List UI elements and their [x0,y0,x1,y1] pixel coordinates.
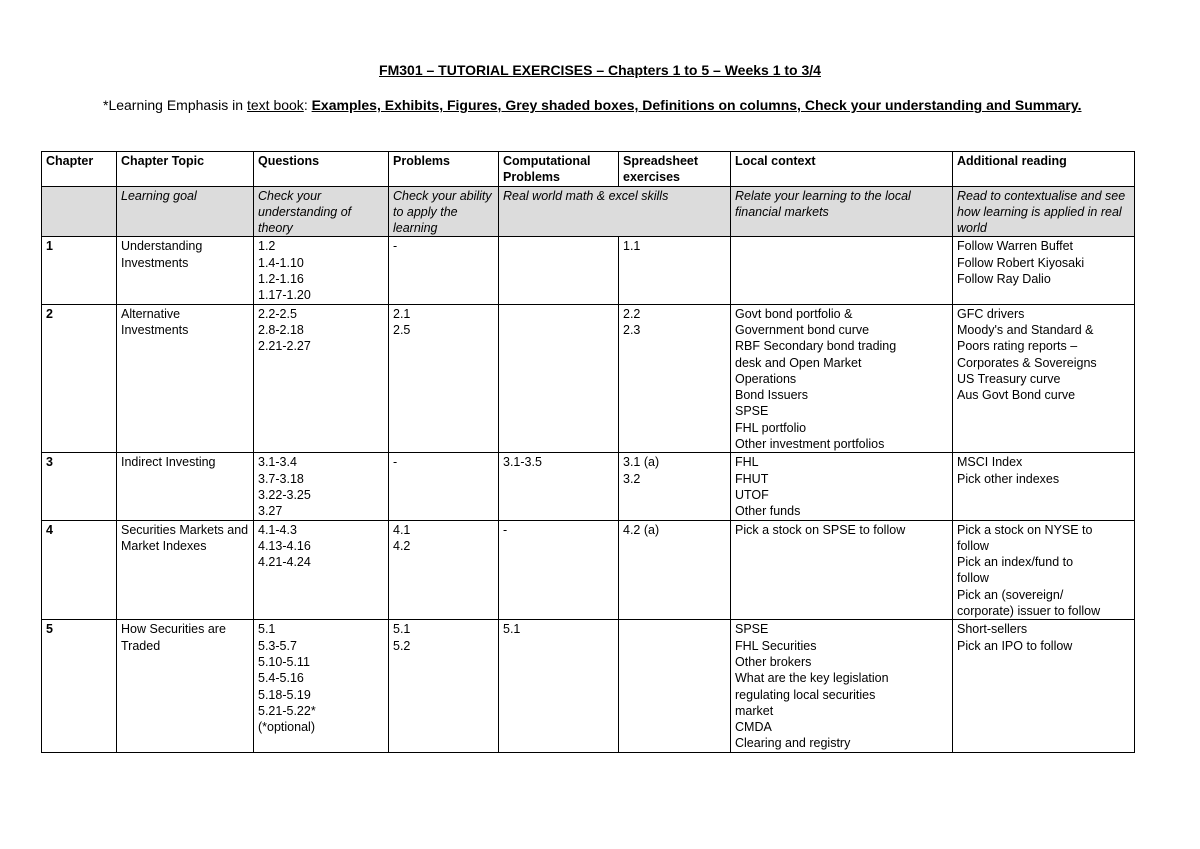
chapter-number-text: 1 [46,239,53,254]
chapter-number [42,237,117,304]
chapter-number-text: 2 [46,306,53,321]
problems-cell [389,620,499,752]
emphasis-items: Examples, Exhibits, Figures, Grey shaded boxes, Definitions on columns, Check your understanding and Summary. [311,97,1082,113]
chapter-topic-text: How Securities are Traded [121,622,226,653]
cell-line: 5.18-5.19 [258,687,311,702]
chapter-topic [117,520,254,620]
table-row [42,237,1135,304]
problems-cell [389,520,499,620]
chapter-topic-text: Understanding Investments [121,239,203,270]
cell-line: US Treasury curve [957,371,1061,386]
cell-line: 5.3-5.7 [258,638,297,653]
spreadsheet-cell [619,620,731,752]
computational-cell [499,304,619,453]
cell-line: 2.2 [623,306,641,321]
cell-line: 4.2 (a) [623,522,660,537]
cell-line: - [393,455,398,470]
chapter-number [42,304,117,453]
local-context-cell [731,237,953,304]
cell-line: 3.1 (a) [623,455,660,470]
questions-cell [254,620,389,752]
cell-line: 4.2 [393,538,411,553]
computational-cell [499,520,619,620]
header-additional-reading: Additional reading [953,152,1135,187]
local-context-cell [731,620,953,752]
tutorial-table [41,151,1135,753]
chapter-number [42,620,117,752]
cell-line: 5.1 [393,622,411,637]
header-computational-problems: Computational Problems [499,152,619,187]
cell-line: Other investment portfolios [735,437,885,452]
cell-line: 4.1 [393,522,411,537]
cell-line: 5.21-5.22* [258,703,316,718]
additional-reading-cell [953,237,1135,304]
cell-line: SPSE [735,404,769,419]
chapter-topic-text: Securities Markets and Market Indexes [121,522,249,553]
cell-line: 2.5 [393,322,411,337]
cell-line: 1.17-1.20 [258,288,311,303]
cell-line: Govt bond portfolio & [735,306,853,321]
problems-cell [389,453,499,520]
header-questions: Questions [254,152,389,187]
cell-line: 4.21-4.24 [258,555,311,570]
page-title: FM301 – TUTORIAL EXERCISES – Chapters 1 to 5 – Weeks 1 to 3/4 [379,62,821,78]
header-local-context: Local context [731,152,953,187]
cell-line: 2.1 [393,306,411,321]
cell-line: MSCI Index [957,455,1023,470]
cell-line: Government bond curve [735,322,870,337]
cell-line: 3.1-3.5 [503,455,542,470]
goal-chapter-cell [42,186,117,237]
cell-line: Follow Ray Dalio [957,272,1051,287]
chapter-topic-text: Indirect Investing [121,455,216,470]
cell-line: 2.3 [623,322,641,337]
goal-local: Relate your learning to the local financial markets [731,186,953,237]
cell-line: Clearing and registry [735,736,851,751]
computational-cell [499,620,619,752]
cell-line: 5.10-5.11 [258,654,310,669]
chapter-topic-text: Alternative Investments [121,306,189,337]
table-row [42,453,1135,520]
additional-reading-cell [953,520,1135,620]
cell-line: 1.2-1.16 [258,272,304,287]
spreadsheet-cell [619,304,731,453]
table-row [42,304,1135,453]
chapter-topic [117,453,254,520]
cell-line: Follow Robert Kiyosaki [957,255,1085,270]
chapter-number-text: 5 [46,622,53,637]
cell-line: 1.4-1.10 [258,255,304,270]
header-problems: Problems [389,152,499,187]
chapter-topic [117,620,254,752]
cell-line: FHL Securities [735,638,817,653]
chapter-number [42,453,117,520]
cell-line: 2.2-2.5 [258,306,297,321]
cell-line: - [503,522,508,537]
cell-line: 2.8-2.18 [258,322,304,337]
cell-line: - [393,239,398,254]
chapter-number-text: 4 [46,522,53,537]
questions-cell [254,304,389,453]
local-context-cell [731,304,953,453]
chapter-number-text: 3 [46,455,53,470]
emphasis-colon: : [303,97,312,113]
cell-line: What are the key legislation [735,671,889,686]
header-chapter-topic: Chapter Topic [117,152,254,187]
header-chapter: Chapter [42,152,117,187]
cell-line: 5.4-5.16 [258,671,304,686]
cell-line: Pick other indexes [957,471,1060,486]
additional-reading-cell [953,620,1135,752]
cell-line: 3.22-3.25 [258,487,311,502]
questions-cell [254,520,389,620]
cell-line: 1.2 [258,239,276,254]
cell-line: Pick an index/fund to [957,555,1074,570]
questions-cell [254,453,389,520]
cell-line: follow [957,571,989,586]
cell-line: 4.1-4.3 [258,522,297,537]
chapter-rows [42,237,1135,752]
cell-line: FHL portfolio [735,420,807,435]
cell-line: Pick a stock on SPSE to follow [735,522,906,537]
problems-cell [389,304,499,453]
cell-line: 2.21-2.27 [258,339,311,354]
chapter-number [42,520,117,620]
computational-cell [499,237,619,304]
cell-line: Corporates & Sovereigns [957,355,1097,370]
cell-line: 5.2 [393,638,411,653]
cell-line: CMDA [735,720,772,735]
cell-line: SPSE [735,622,769,637]
cell-line: desk and Open Market [735,355,862,370]
local-context-cell [731,520,953,620]
table-row [42,520,1135,620]
problems-cell [389,237,499,304]
cell-line: Other brokers [735,654,812,669]
spreadsheet-cell [619,453,731,520]
cell-line: 3.27 [258,504,283,519]
cell-line: regulating local securities [735,687,876,702]
computational-cell [499,453,619,520]
table-row [42,620,1135,752]
goal-questions: Check your understanding of theory [254,186,389,237]
questions-cell [254,237,389,304]
additional-reading-cell [953,304,1135,453]
cell-line: 5.1 [503,622,521,637]
textbook-label: text book [246,97,304,113]
goal-computational: Real world math & excel skills [499,186,731,237]
learning-goal-row [42,186,1135,237]
cell-line: 3.7-3.18 [258,471,304,486]
cell-line: Pick an (sovereign/ [957,587,1064,602]
additional-reading-cell [953,453,1135,520]
cell-line: 3.1-3.4 [258,455,297,470]
cell-line: (*optional) [258,720,315,735]
cell-line: Pick a stock on NYSE to [957,522,1093,537]
cell-line: UTOF [735,487,769,502]
cell-line: Short-sellers [957,622,1028,637]
cell-line: Moody's and Standard & [957,322,1094,337]
cell-line: Other funds [735,504,801,519]
cell-line: FHUT [735,471,769,486]
cell-line: Follow Warren Buffet [957,239,1074,254]
spreadsheet-cell [619,237,731,304]
header-row [42,152,1135,187]
goal-topic: Learning goal [117,186,254,237]
cell-line: Bond Issuers [735,388,808,403]
cell-line: Aus Govt Bond curve [957,388,1076,403]
emphasis-prefix: *Learning Emphasis in [103,97,247,113]
cell-line: Operations [735,371,797,386]
cell-line: FHL [735,455,759,470]
goal-reading: Read to contextualise and see how learning is applied in real world [953,186,1135,237]
cell-line: 4.13-4.16 [258,538,311,553]
local-context-cell [731,453,953,520]
cell-line: GFC drivers [957,306,1025,321]
chapter-topic [117,304,254,453]
cell-line: corporate) issuer to follow [957,604,1101,619]
spreadsheet-cell [619,520,731,620]
chapter-topic [117,237,254,304]
cell-line: 1.1 [623,239,641,254]
cell-line: market [735,703,774,718]
goal-problems: Check your ability to apply the learning [389,186,499,237]
cell-line: RBF Secondary bond trading [735,339,897,354]
cell-line: 3.2 [623,471,641,486]
cell-line: follow [957,538,989,553]
cell-line: Pick an IPO to follow [957,638,1073,653]
header-spreadsheet-exercises: Spreadsheet exercises [619,152,731,187]
cell-line: 5.1 [258,622,276,637]
learning-emphasis-note [103,97,1103,114]
cell-line: Poors rating reports – [957,339,1078,354]
